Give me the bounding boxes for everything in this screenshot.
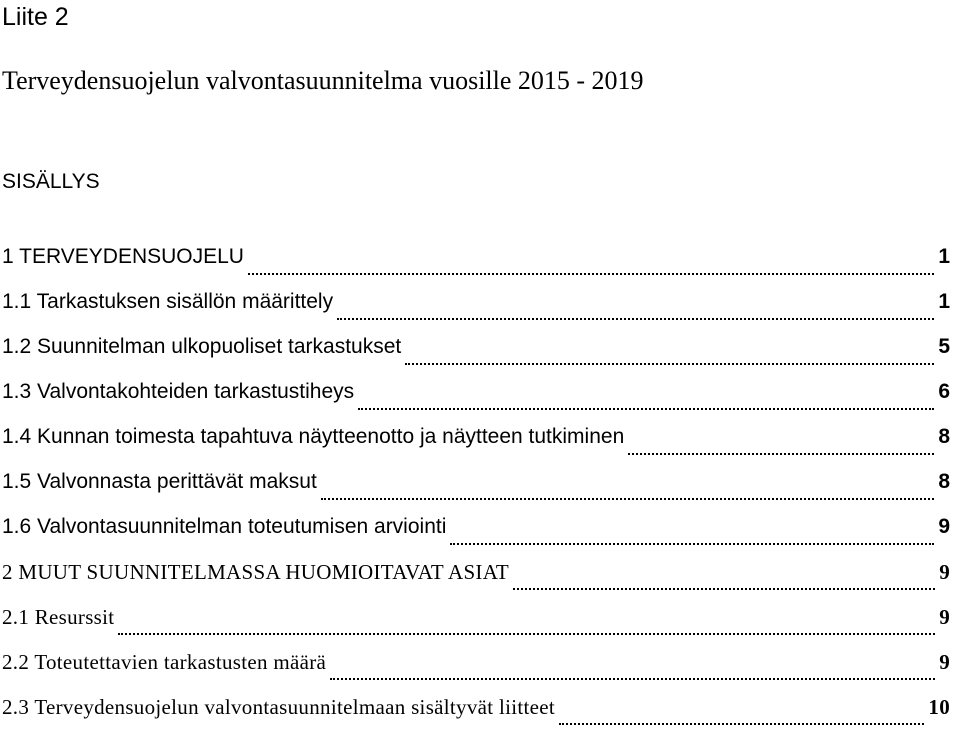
table-of-contents: [2, 243, 950, 738]
toc-entry-text: 2 MUUT SUUNNITELMASSA HUOMIOITAVAT ASIAT: [2, 560, 509, 584]
toc-entry-page: 9: [939, 560, 950, 584]
toc-entry-text: 2.2 Toteutettavien tarkastusten määrä: [2, 650, 327, 674]
toc-entry-page: 9: [939, 605, 950, 629]
toc-entry-1-1[interactable]: [2, 288, 950, 333]
toc-leader-dots: [513, 588, 935, 590]
toc-entry-text: 1.3 Valvontakohteiden tarkastustiheys: [2, 380, 355, 403]
toc-entry-page: 1: [938, 245, 950, 268]
toc-leader-dots: [358, 408, 934, 410]
toc-leader-dots: [321, 498, 935, 500]
toc-leader-dots: [405, 363, 934, 365]
toc-entry-page: 6: [938, 380, 950, 403]
toc-leader-dots: [248, 273, 934, 275]
toc-entry-text: 2.3 Terveydensuojelun valvontasuunnitelmaan sisältyvät liitteet: [2, 695, 556, 719]
toc-entry-2-2[interactable]: [2, 648, 950, 693]
toc-entry-1[interactable]: [2, 243, 950, 288]
toc-entry-1-2[interactable]: [2, 333, 950, 378]
toc-entry-1-5[interactable]: [2, 468, 950, 513]
toc-entry-2-3[interactable]: [2, 693, 950, 738]
toc-leader-dots: [559, 723, 924, 725]
toc-entry-text: 1.4 Kunnan toimesta tapahtuva näytteenotto ja näytteen tutkiminen: [2, 425, 625, 448]
toc-entry-text: 1.5 Valvonnasta perittävät maksut: [2, 470, 317, 493]
toc-entry-text: 1.2 Suunnitelman ulkopuoliset tarkastukset: [2, 335, 402, 358]
document-title: Terveydensuojelun valvontasuunnitelma vuosille 2015 - 2019: [2, 66, 644, 95]
toc-entry-page: 8: [938, 425, 950, 448]
toc-leader-dots: [337, 318, 934, 320]
toc-leader-dots: [330, 678, 935, 680]
toc-entry-page: 8: [938, 470, 950, 493]
toc-leader-dots: [628, 453, 934, 455]
toc-leader-dots: [450, 543, 934, 545]
toc-entry-text: 1.1 Tarkastuksen sisällön määrittely: [2, 290, 334, 313]
toc-entry-page: 10: [928, 695, 950, 719]
toc-leader-dots: [118, 633, 935, 635]
toc-entry-page: 9: [938, 515, 950, 538]
toc-entry-2-1[interactable]: [2, 603, 950, 648]
toc-entry-1-3[interactable]: [2, 378, 950, 423]
toc-entry-text: 1.6 Valvontasuunnitelman toteutumisen arviointi: [2, 515, 447, 538]
toc-entry-1-6[interactable]: [2, 513, 950, 558]
toc-entry-page: 5: [938, 335, 950, 358]
toc-entry-1-4[interactable]: [2, 423, 950, 468]
contents-heading: SISÄLLYS: [2, 170, 100, 193]
toc-entry-text: 2.1 Resurssit: [2, 605, 115, 629]
toc-entry-text: 1 TERVEYDENSUOJELU: [2, 245, 244, 268]
toc-entry-2[interactable]: [2, 558, 950, 603]
toc-entry-page: 1: [938, 290, 950, 313]
toc-entry-page: 9: [939, 650, 950, 674]
appendix-label: Liite 2: [2, 3, 69, 31]
